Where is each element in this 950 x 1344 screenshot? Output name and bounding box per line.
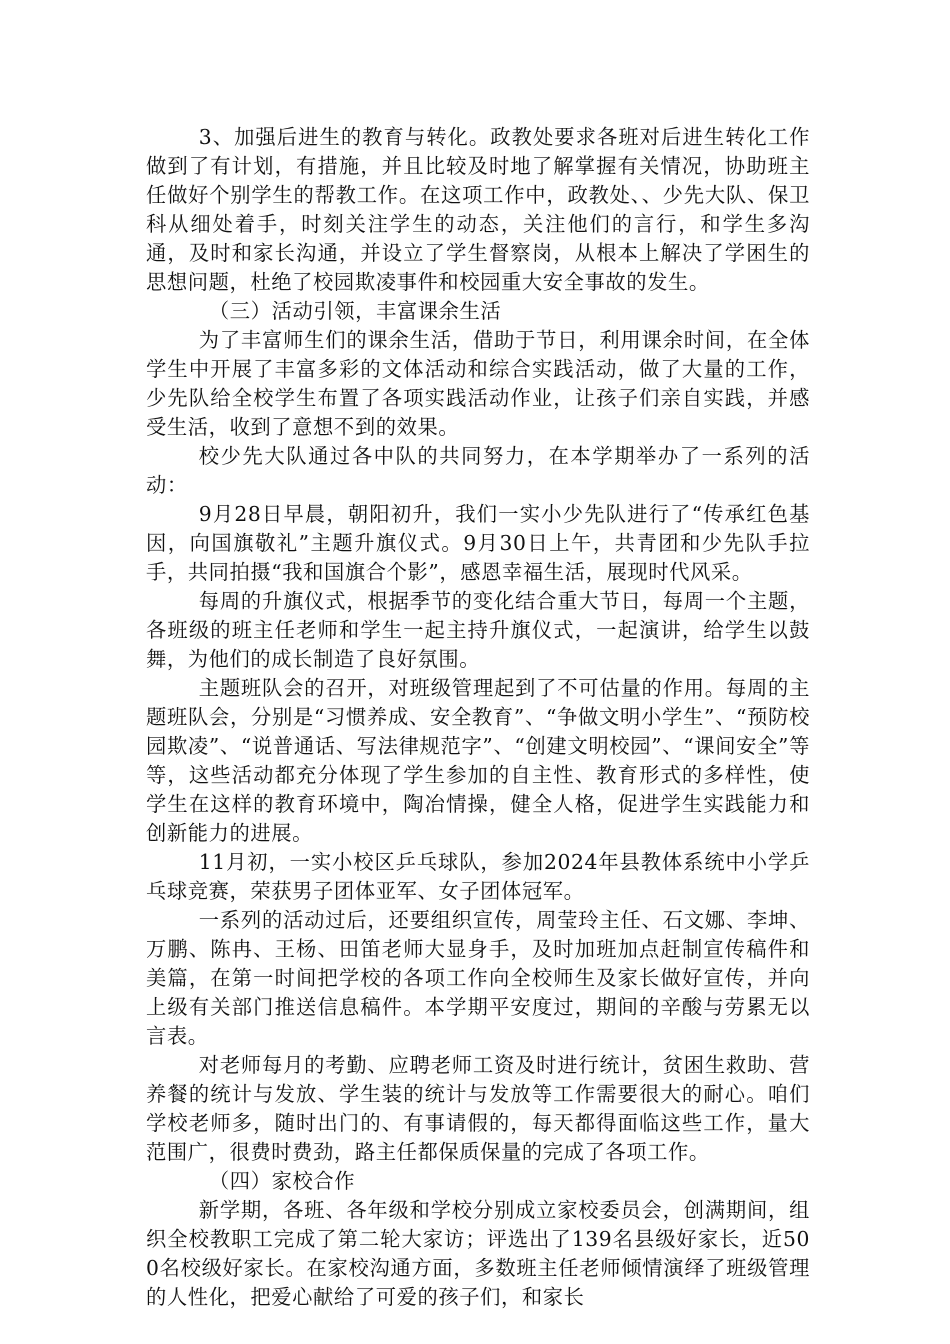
paragraph-home-school-committee: 新学期，各班、各年级和学校分别成立家校委员会，创满期间，组织全校教职工完成了第二轮大家访；评选出了139名县级好家长，近500名校级好家长。在家校沟通方面，多数班主任老师倾情演绎了班级管理的人性化，把爱心献给了可爱的孩子们，和家长 xyxy=(146,1198,810,1309)
paragraph-flag-ceremony-september: 9月28日早晨，朝阳初升，我们一实小少先队进行了“传承红色基因，向国旗敬礼”主题升旗仪式。9月30日上午，共青团和少先队手拉手，共同拍摄“我和国旗合个影”，感恩幸福生活，展现时代风采。 xyxy=(146,502,810,584)
section-heading-activities: （三）活动引领，丰富课余生活 xyxy=(208,299,502,323)
document-body xyxy=(146,123,810,1312)
paragraph-attendance-statistics: 对老师每月的考勤、应聘老师工资及时进行统计，贫困生救助、营养餐的统计与发放、学生装的统计与发放等工作需要很大的耐心。咱们学校老师多，随时出门的、有事请假的，每天都得面临这些工作，量大范围广，很费时费劲，路主任都保质保量的完成了各项工作。 xyxy=(146,1053,810,1164)
paragraph-weekly-flag-raising: 每周的升旗仪式，根据季节的变化结合重大节日，每周一个主题，各班级的班主任老师和学生一起主持升旗仪式，一起演讲，给学生以鼓舞，为他们的成长制造了良好氛围。 xyxy=(146,589,810,671)
paragraph-underachiever-transformation: 3、加强后进生的教育与转化。政教处要求各班对后进生转化工作做到了有计划，有措施，并且比较及时地了解掌握有关情况，协助班主任做好个别学生的帮教工作。在这项工作中，政教处、、少先大队、保卫科从细处着手，时刻关注学生的动态，关注他们的言行，和学生多沟通，及时和家长沟通，并设立了学生督察岗，从根本上解决了学困生的思想问题，杜绝了校园欺凌事件和校园重大安全事故的发生。 xyxy=(146,125,810,294)
paragraph-class-meetings: 主题班队会的召开，对班级管理起到了不可估量的作用。每周的主题班队会，分别是“习惯养成、安全教育”、“争做文明小学生”、“预防校园欺凌”、“说普通话、写法律规范字”、“创建文明校园”、“课间安全”等等，这些活动都充分体现了学生参加的自主性、教育形式的多样性，使学生在这样的教育环境中，陶冶情操，健全人格，促进学生实践能力和创新能力的进展。 xyxy=(146,676,810,845)
paragraph-extracurricular-life: 为了丰富师生们的课余生活，借助于节日，利用课余时间，在全体学生中开展了丰富多彩的文体活动和综合实践活动，做了大量的工作，少先队给全校学生布置了各项实践活动作业，让孩子们亲自实践，并感受生活，收到了意想不到的效果。 xyxy=(146,328,810,439)
section-heading-home-school: （四）家校合作 xyxy=(208,1169,356,1193)
paragraph-table-tennis: 11月初，一实小校区乒乓球队，参加2024年县教体系统中小学乒乓球竞赛，荣获男子团体亚军、女子团体冠军。 xyxy=(146,850,810,903)
paragraph-publicity: 一系列的活动过后，还要组织宣传，周莹玲主任、石文娜、李坤、万鹏、陈冉、王杨、田笛老师大显身手，及时加班加点赶制宣传稿件和美篇，在第一时间把学校的各项工作向全校师生及家长做好宣传，并向上级有关部门推送信息稿件。本学期平安度过，期间的辛酸与劳累无以言表。 xyxy=(146,908,810,1048)
paragraph-brigade-activities-intro: 校少先大队通过各中队的共同努力，在本学期举办了一系列的活动： xyxy=(146,444,810,497)
